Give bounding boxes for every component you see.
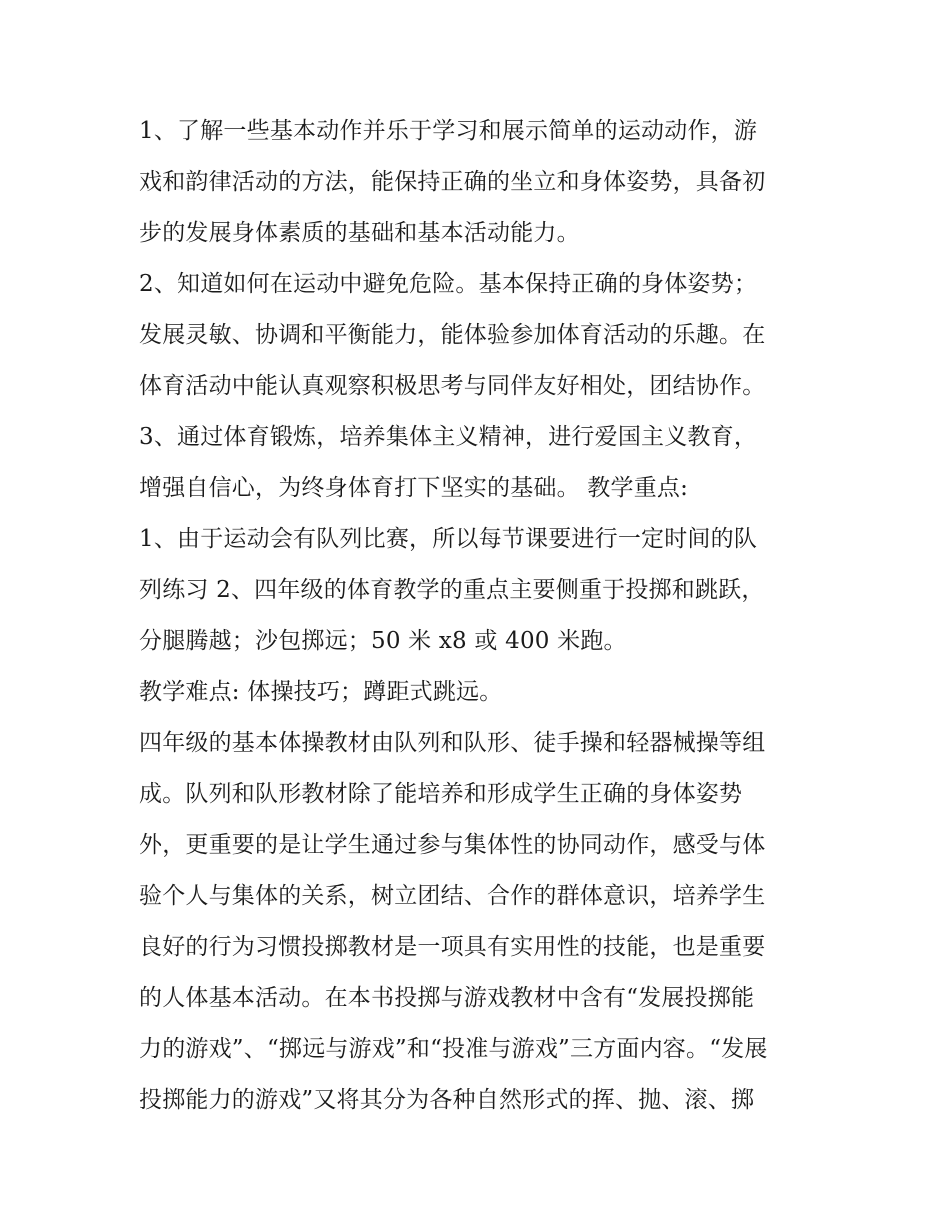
text-line: 投掷能力的游戏”又将其分为各种自然形式的挥、抛、滚、掷 <box>139 1087 755 1113</box>
text-line: 成。队列和队形教材除了能培养和形成学生正确的身体姿势 <box>139 781 743 807</box>
text-line: 体育活动中能认真观察积极思考与同伴友好相处，团结协作。 <box>139 373 766 399</box>
text-line: 发展灵敏、协调和平衡能力，能体验参加体育活动的乐趣。在 <box>139 322 766 348</box>
text-line: 增强自信心，为终身体育打下坚实的基础。 教学重点: <box>139 475 689 501</box>
text-line: 力的游戏”、“掷远与游戏”和“投准与游戏”三方面内容。“发展 <box>139 1036 768 1062</box>
text-line: 验个人与集体的关系，树立团结、合作的群体意识，培养学生 <box>139 883 766 909</box>
text-line: 外，更重要的是让学生通过参与集体性的协同动作，感受与体 <box>139 832 766 858</box>
text-line: 列练习 2、四年级的体育教学的重点主要侧重于投掷和跳跃， <box>139 577 765 603</box>
text-line: 四年级的基本体操教材由队列和队形、徒手操和轻器械操等组 <box>139 730 766 756</box>
text-line: 戏和韵律活动的方法，能保持正确的坐立和身体姿势，具备初 <box>139 169 766 195</box>
text-line: 教学难点: 体操技巧；蹲距式跳远。 <box>139 679 503 705</box>
text-line: 的人体基本活动。在本书投掷与游戏教材中含有“发展投掷能 <box>139 985 755 1011</box>
text-line: 良好的行为习惯投掷教材是一项具有实用性的技能，也是重要 <box>139 934 766 960</box>
text-line: 步的发展身体素质的基础和基本活动能力。 <box>139 220 580 246</box>
text-line: 1、了解一些基本动作并乐于学习和展示简单的运动动作，游 <box>139 118 758 144</box>
text-line: 2、知道如何在运动中避免危险。基本保持正确的身体姿势； <box>139 271 758 297</box>
text-line: 分腿腾越；沙包掷远；50 米 x8 或 400 米跑。 <box>139 628 627 654</box>
text-line: 1、由于运动会有队列比赛，所以每节课要进行一定时间的队 <box>139 526 758 552</box>
text-line: 3、通过体育锻炼，培养集体主义精神，进行爱国主义教育， <box>139 424 758 450</box>
